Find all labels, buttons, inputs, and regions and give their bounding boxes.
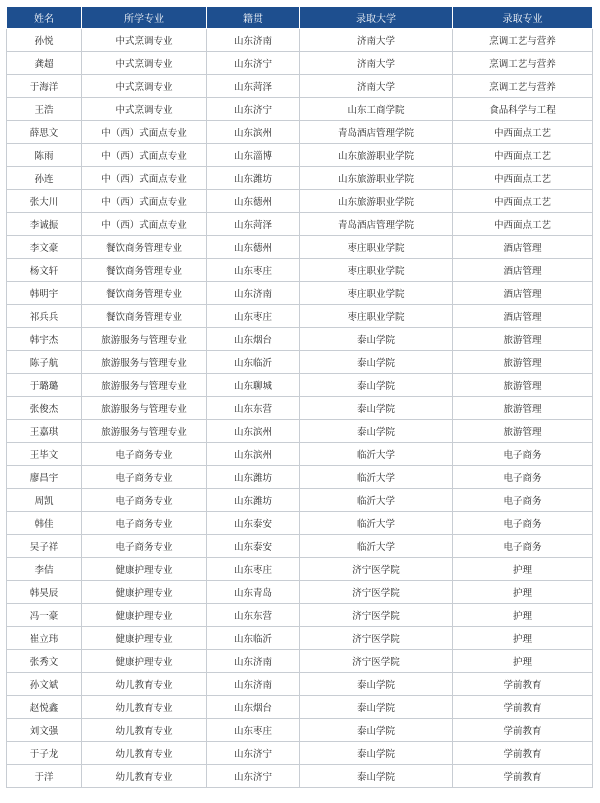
cell-admitted-university: 济宁医学院 <box>300 604 453 627</box>
table-row <box>7 558 593 581</box>
cell-name: 李佶 <box>7 558 82 581</box>
cell-admitted-major: 电子商务 <box>453 512 593 535</box>
table-row <box>7 673 593 696</box>
cell-admitted-major: 食品科学与工程 <box>453 98 593 121</box>
cell-name: 廖昌宇 <box>7 466 82 489</box>
table-row <box>7 167 593 190</box>
cell-studied-major: 中（西）式面点专业 <box>82 144 207 167</box>
table-row <box>7 121 593 144</box>
cell-name: 孙连 <box>7 167 82 190</box>
cell-hometown: 山东滨州 <box>207 121 300 144</box>
cell-admitted-university: 泰山学院 <box>300 374 453 397</box>
cell-admitted-major: 中西面点工艺 <box>453 121 593 144</box>
cell-name: 孙悦 <box>7 29 82 52</box>
cell-admitted-major: 中西面点工艺 <box>453 190 593 213</box>
cell-admitted-major: 护理 <box>453 581 593 604</box>
cell-studied-major: 电子商务专业 <box>82 512 207 535</box>
table-row <box>7 190 593 213</box>
cell-studied-major: 健康护理专业 <box>82 650 207 673</box>
cell-hometown: 山东德州 <box>207 190 300 213</box>
header-hometown: 籍贯 <box>207 7 300 29</box>
cell-name: 孙文斌 <box>7 673 82 696</box>
cell-name: 韩佳 <box>7 512 82 535</box>
cell-admitted-major: 电子商务 <box>453 443 593 466</box>
cell-admitted-major: 护理 <box>453 558 593 581</box>
cell-studied-major: 中式烹调专业 <box>82 75 207 98</box>
table-row <box>7 305 593 328</box>
header-admitted-university: 录取大学 <box>300 7 453 29</box>
cell-hometown: 山东泰安 <box>207 512 300 535</box>
cell-studied-major: 旅游服务与管理专业 <box>82 328 207 351</box>
cell-name: 祁兵兵 <box>7 305 82 328</box>
cell-admitted-university: 泰山学院 <box>300 719 453 742</box>
cell-admitted-university: 临沂大学 <box>300 466 453 489</box>
cell-admitted-major: 学前教育 <box>453 719 593 742</box>
cell-studied-major: 中（西）式面点专业 <box>82 190 207 213</box>
cell-studied-major: 电子商务专业 <box>82 489 207 512</box>
cell-hometown: 山东泰安 <box>207 535 300 558</box>
cell-hometown: 山东枣庄 <box>207 259 300 282</box>
admissions-table-container <box>6 6 592 788</box>
cell-admitted-major: 学前教育 <box>453 765 593 788</box>
table-row <box>7 236 593 259</box>
cell-admitted-major: 中西面点工艺 <box>453 213 593 236</box>
cell-admitted-major: 学前教育 <box>453 696 593 719</box>
cell-studied-major: 中式烹调专业 <box>82 52 207 75</box>
cell-hometown: 山东菏泽 <box>207 213 300 236</box>
cell-name: 张俊杰 <box>7 397 82 420</box>
cell-name: 韩宇杰 <box>7 328 82 351</box>
cell-admitted-university: 济宁医学院 <box>300 627 453 650</box>
cell-admitted-major: 旅游管理 <box>453 374 593 397</box>
cell-admitted-major: 护理 <box>453 650 593 673</box>
cell-admitted-major: 酒店管理 <box>453 282 593 305</box>
table-row <box>7 443 593 466</box>
cell-studied-major: 电子商务专业 <box>82 466 207 489</box>
cell-hometown: 山东济南 <box>207 29 300 52</box>
header-studied-major: 所学专业 <box>82 7 207 29</box>
table-header <box>7 7 593 29</box>
cell-hometown: 山东济宁 <box>207 765 300 788</box>
table-row <box>7 627 593 650</box>
cell-studied-major: 中式烹调专业 <box>82 29 207 52</box>
cell-admitted-university: 济宁医学院 <box>300 650 453 673</box>
cell-studied-major: 电子商务专业 <box>82 443 207 466</box>
cell-admitted-university: 泰山学院 <box>300 351 453 374</box>
cell-name: 韩昊辰 <box>7 581 82 604</box>
table-row <box>7 650 593 673</box>
cell-admitted-major: 电子商务 <box>453 489 593 512</box>
cell-studied-major: 餐饮商务管理专业 <box>82 259 207 282</box>
cell-admitted-major: 电子商务 <box>453 466 593 489</box>
cell-hometown: 山东潍坊 <box>207 489 300 512</box>
cell-studied-major: 幼儿教育专业 <box>82 673 207 696</box>
cell-hometown: 山东潍坊 <box>207 167 300 190</box>
cell-admitted-major: 旅游管理 <box>453 397 593 420</box>
cell-studied-major: 健康护理专业 <box>82 627 207 650</box>
cell-studied-major: 健康护理专业 <box>82 558 207 581</box>
cell-hometown: 山东滨州 <box>207 443 300 466</box>
table-row <box>7 719 593 742</box>
table-row <box>7 75 593 98</box>
cell-name: 冯一豪 <box>7 604 82 627</box>
cell-admitted-university: 枣庄职业学院 <box>300 259 453 282</box>
cell-hometown: 山东临沂 <box>207 627 300 650</box>
cell-admitted-major: 酒店管理 <box>453 259 593 282</box>
cell-admitted-university: 泰山学院 <box>300 696 453 719</box>
cell-admitted-university: 临沂大学 <box>300 443 453 466</box>
cell-hometown: 山东烟台 <box>207 696 300 719</box>
cell-studied-major: 中（西）式面点专业 <box>82 213 207 236</box>
header-admitted-major: 录取专业 <box>453 7 593 29</box>
cell-admitted-university: 枣庄职业学院 <box>300 282 453 305</box>
cell-name: 陈子航 <box>7 351 82 374</box>
cell-studied-major: 幼儿教育专业 <box>82 742 207 765</box>
cell-admitted-major: 旅游管理 <box>453 351 593 374</box>
cell-name: 陈雨 <box>7 144 82 167</box>
cell-admitted-university: 济宁医学院 <box>300 558 453 581</box>
cell-admitted-university: 临沂大学 <box>300 489 453 512</box>
cell-admitted-university: 枣庄职业学院 <box>300 236 453 259</box>
cell-hometown: 山东济南 <box>207 673 300 696</box>
table-row <box>7 282 593 305</box>
cell-admitted-university: 山东工商学院 <box>300 98 453 121</box>
table-row <box>7 397 593 420</box>
cell-name: 于璐璐 <box>7 374 82 397</box>
cell-hometown: 山东枣庄 <box>207 719 300 742</box>
cell-hometown: 山东滨州 <box>207 420 300 443</box>
cell-studied-major: 餐饮商务管理专业 <box>82 305 207 328</box>
table-row <box>7 466 593 489</box>
cell-admitted-major: 学前教育 <box>453 742 593 765</box>
cell-admitted-university: 山东旅游职业学院 <box>300 167 453 190</box>
cell-name: 周凯 <box>7 489 82 512</box>
cell-hometown: 山东临沂 <box>207 351 300 374</box>
cell-studied-major: 餐饮商务管理专业 <box>82 282 207 305</box>
table-row <box>7 144 593 167</box>
cell-admitted-major: 烹调工艺与营养 <box>453 29 593 52</box>
cell-hometown: 山东济南 <box>207 282 300 305</box>
cell-name: 于洋 <box>7 765 82 788</box>
cell-name: 王嘉琪 <box>7 420 82 443</box>
cell-name: 王浩 <box>7 98 82 121</box>
cell-admitted-university: 山东旅游职业学院 <box>300 190 453 213</box>
table-row <box>7 581 593 604</box>
cell-name: 李文豪 <box>7 236 82 259</box>
cell-admitted-major: 烹调工艺与营养 <box>453 75 593 98</box>
table-row <box>7 52 593 75</box>
cell-hometown: 山东聊城 <box>207 374 300 397</box>
cell-admitted-university: 济南大学 <box>300 75 453 98</box>
cell-studied-major: 旅游服务与管理专业 <box>82 351 207 374</box>
cell-admitted-major: 酒店管理 <box>453 236 593 259</box>
cell-hometown: 山东枣庄 <box>207 558 300 581</box>
cell-name: 王毕文 <box>7 443 82 466</box>
table-row <box>7 696 593 719</box>
cell-admitted-university: 山东旅游职业学院 <box>300 144 453 167</box>
cell-studied-major: 幼儿教育专业 <box>82 719 207 742</box>
cell-admitted-university: 青岛酒店管理学院 <box>300 213 453 236</box>
cell-studied-major: 电子商务专业 <box>82 535 207 558</box>
table-row <box>7 29 593 52</box>
table-row <box>7 489 593 512</box>
table-row <box>7 420 593 443</box>
cell-hometown: 山东济宁 <box>207 52 300 75</box>
cell-studied-major: 健康护理专业 <box>82 581 207 604</box>
cell-studied-major: 中（西）式面点专业 <box>82 121 207 144</box>
cell-admitted-major: 电子商务 <box>453 535 593 558</box>
cell-studied-major: 中（西）式面点专业 <box>82 167 207 190</box>
cell-hometown: 山东淄博 <box>207 144 300 167</box>
cell-admitted-university: 泰山学院 <box>300 742 453 765</box>
cell-admitted-university: 济南大学 <box>300 29 453 52</box>
table-body <box>7 29 593 788</box>
table-row <box>7 535 593 558</box>
cell-admitted-university: 青岛酒店管理学院 <box>300 121 453 144</box>
cell-hometown: 山东济宁 <box>207 742 300 765</box>
cell-admitted-major: 中西面点工艺 <box>453 144 593 167</box>
cell-hometown: 山东烟台 <box>207 328 300 351</box>
cell-admitted-university: 泰山学院 <box>300 765 453 788</box>
cell-admitted-major: 护理 <box>453 604 593 627</box>
cell-admitted-major: 烹调工艺与营养 <box>453 52 593 75</box>
cell-hometown: 山东菏泽 <box>207 75 300 98</box>
table-row <box>7 213 593 236</box>
cell-name: 崔立玮 <box>7 627 82 650</box>
admissions-table <box>6 6 593 788</box>
cell-admitted-university: 泰山学院 <box>300 397 453 420</box>
table-row <box>7 604 593 627</box>
cell-name: 吴子祥 <box>7 535 82 558</box>
cell-studied-major: 中式烹调专业 <box>82 98 207 121</box>
cell-admitted-university: 临沂大学 <box>300 535 453 558</box>
table-header-row <box>7 7 593 29</box>
cell-name: 于子龙 <box>7 742 82 765</box>
table-row <box>7 259 593 282</box>
cell-admitted-university: 临沂大学 <box>300 512 453 535</box>
table-row <box>7 328 593 351</box>
cell-name: 张大川 <box>7 190 82 213</box>
cell-studied-major: 幼儿教育专业 <box>82 696 207 719</box>
cell-studied-major: 餐饮商务管理专业 <box>82 236 207 259</box>
cell-admitted-university: 济宁医学院 <box>300 581 453 604</box>
cell-admitted-major: 旅游管理 <box>453 328 593 351</box>
cell-hometown: 山东枣庄 <box>207 305 300 328</box>
cell-admitted-university: 泰山学院 <box>300 328 453 351</box>
table-row <box>7 765 593 788</box>
cell-admitted-major: 护理 <box>453 627 593 650</box>
cell-admitted-university: 泰山学院 <box>300 420 453 443</box>
cell-studied-major: 旅游服务与管理专业 <box>82 397 207 420</box>
cell-name: 龚超 <box>7 52 82 75</box>
cell-admitted-university: 济南大学 <box>300 52 453 75</box>
cell-hometown: 山东济南 <box>207 650 300 673</box>
cell-name: 张秀文 <box>7 650 82 673</box>
cell-hometown: 山东东营 <box>207 604 300 627</box>
cell-studied-major: 旅游服务与管理专业 <box>82 374 207 397</box>
cell-name: 薛思文 <box>7 121 82 144</box>
cell-admitted-major: 酒店管理 <box>453 305 593 328</box>
cell-studied-major: 幼儿教育专业 <box>82 765 207 788</box>
header-name: 姓名 <box>7 7 82 29</box>
cell-hometown: 山东潍坊 <box>207 466 300 489</box>
cell-name: 刘文强 <box>7 719 82 742</box>
table-row <box>7 742 593 765</box>
cell-name: 赵悦鑫 <box>7 696 82 719</box>
cell-hometown: 山东东营 <box>207 397 300 420</box>
cell-studied-major: 旅游服务与管理专业 <box>82 420 207 443</box>
cell-hometown: 山东德州 <box>207 236 300 259</box>
cell-name: 李诚振 <box>7 213 82 236</box>
table-row <box>7 98 593 121</box>
cell-admitted-university: 泰山学院 <box>300 673 453 696</box>
cell-name: 于海洋 <box>7 75 82 98</box>
cell-studied-major: 健康护理专业 <box>82 604 207 627</box>
cell-admitted-major: 学前教育 <box>453 673 593 696</box>
cell-admitted-major: 中西面点工艺 <box>453 167 593 190</box>
cell-admitted-major: 旅游管理 <box>453 420 593 443</box>
table-row <box>7 351 593 374</box>
cell-admitted-university: 枣庄职业学院 <box>300 305 453 328</box>
table-row <box>7 512 593 535</box>
cell-name: 韩明宇 <box>7 282 82 305</box>
table-row <box>7 374 593 397</box>
cell-hometown: 山东济宁 <box>207 98 300 121</box>
cell-name: 杨文轩 <box>7 259 82 282</box>
cell-hometown: 山东青岛 <box>207 581 300 604</box>
